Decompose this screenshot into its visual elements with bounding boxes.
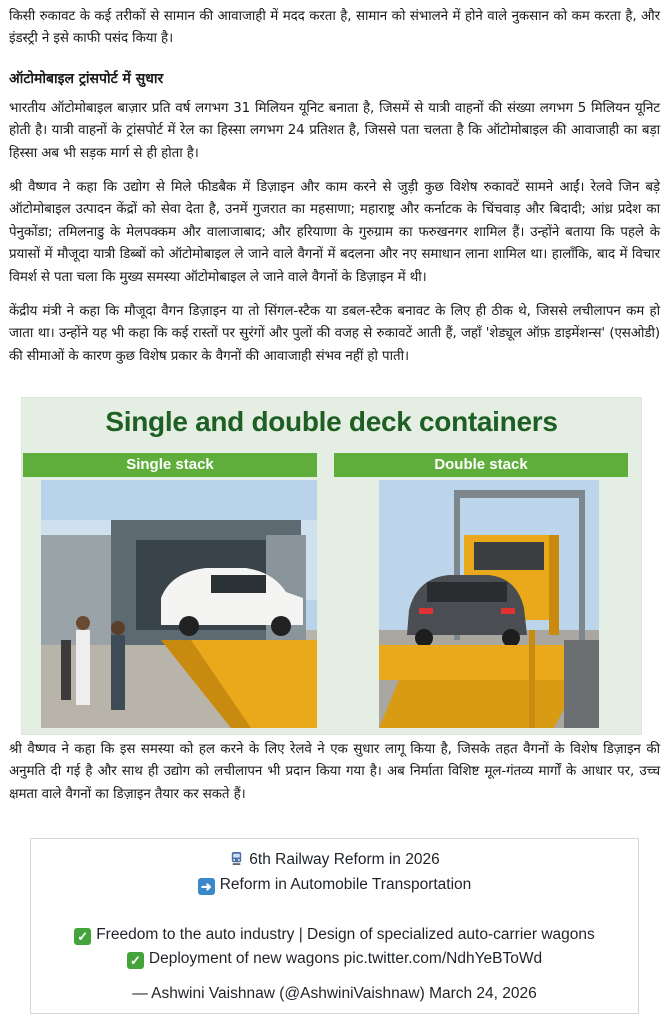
- single-stack-panel: [23, 453, 317, 477]
- double-stack-photo: [379, 480, 599, 728]
- paragraph-reform: श्री वैष्णव ने कहा कि इस समस्या को हल करने के लिए रेलवे ने एक सुधार लागू किया है, जिसके तहत वैगनों के विशेष डिज़ाइन की अनुमति दी गई है और साथ ही उद्योग को लचीलापन भी प्रदान किया गया है। अब निर्माता विशिष्ट मूल-गंतव्य मार्गों के आधार पर, उच्च क्षमता वाले वैगनों का डिज़ाइन तैयार कर सकते हैं।: [9, 742, 660, 802]
- double-stack-label: Double stack: [334, 453, 628, 477]
- tweet-line-4: [31, 950, 638, 969]
- tweet-reform-title: 6th Railway Reform in 2026: [249, 851, 440, 868]
- single-stack-label: Single stack: [23, 453, 317, 477]
- paragraph-intro: किसी रुकावट के कई तरीकों से सामान की आवाजाही में मदद करता है, सामान को संभालने में होने वाले नुकसान को कम करता है, और इंडस्ट्री ने इसे काफी पसंद किया है।: [9, 9, 660, 47]
- check-mark-icon: ✓: [74, 928, 91, 945]
- tweet-point-2: Deployment of new wagons pic.twitter.com/NdhYeBToWd: [148, 950, 543, 967]
- embedded-tweet: [30, 838, 639, 1014]
- single-stack-illustration: [41, 480, 317, 728]
- double-stack-panel: [334, 453, 628, 477]
- tweet-line-1: [31, 851, 638, 869]
- tweet-line-2: [31, 876, 638, 895]
- paragraph-minister: केंद्रीय मंत्री ने कहा कि मौजूदा वैगन डिज़ाइन या तो सिंगल-स्टैक या डबल-स्टैक बनावट के लिए ही ठीक थे, जिससे लचीलापन कम हो जाता था। उन्होंने यह भी कहा कि कई रास्तों पर सुरंगों और पुलों की वजह से रुकावटें आती हैं, जहाँ 'शेड्यूल ऑफ़ डाइमेंशन्स' (एसओडी) की सीमाओं के कारण कुछ विशेष प्रकार के वैगनों की आवाजाही संभव नहीं हो पाती।: [9, 304, 660, 364]
- paragraph-feedback: श्री वैष्णव ने कहा कि उद्योग से मिले फीडबैक में डिज़ाइन और काम करने से जुड़ी कुछ विशेष रुकावटें सामने आईं। रेलवे जिन बड़े ऑटोमोबाइल उत्पादन केंद्रों को सेवा देता है, उनमें गुजरात का महसाणा; महाराष्ट्र और कर्नाटक के चिंचवाड़ और बिदादी; आंध्र प्रदेश का पेनुकोंडा; तमिलनाडु के मेलपक्कम और वालाजाबाद; और हरियाणा के गुरुग्राम का फरुखनगर शामिल हैं। उन्होंने बताया कि पहले के प्रयासों में मौजूदा यात्री डिब्बों को ऑटोमोबाइल ले जाने वाले वैगनों में बदलना और नए समाधान लाना शामिल था। हालाँकि, बाद में विचार विमर्श से पता चला कि मुख्य समस्या ऑटोमोबाइल ले जाने वाले वैगनों के डिज़ाइन में थी।: [9, 180, 660, 285]
- right-arrow-icon: ➜: [198, 878, 215, 895]
- tweet-reform-subtitle: Reform in Automobile Transportation: [219, 876, 472, 893]
- tweet-line-3: [31, 926, 638, 945]
- train-icon: [229, 851, 244, 866]
- containers-infographic: [21, 397, 642, 735]
- paragraph-market: भारतीय ऑटोमोबाइल बाज़ार प्रति वर्ष लगभग 31 मिलियन यूनिट बनाता है, जिसमें से यात्री वाहनों की संख्या लगभग 5 मिलियन यूनिट होती है। यात्री वाहनों के ट्रांसपोर्ट में रेल का हिस्सा लगभग 24 प्रतिशत है, जिससे पता चलता है कि ऑटोमोबाइल की आवाजाही का बड़ा हिस्सा अब भी सड़क मार्ग से ही होता है।: [9, 100, 660, 161]
- section-heading: ऑटोमोबाइल ट्रांसपोर्ट में सुधार: [9, 70, 164, 87]
- tweet-signature: — Ashwini Vaishnaw (@AshwiniVaishnaw) March 24, 2026: [132, 985, 537, 1002]
- double-stack-illustration: [379, 480, 599, 728]
- tweet-point-1: Freedom to the auto industry | Design of specialized auto-carrier wagons: [96, 926, 595, 943]
- single-stack-photo: [41, 480, 317, 728]
- infographic-title: Single and double deck containers: [105, 406, 558, 437]
- check-mark-icon: ✓: [127, 952, 144, 969]
